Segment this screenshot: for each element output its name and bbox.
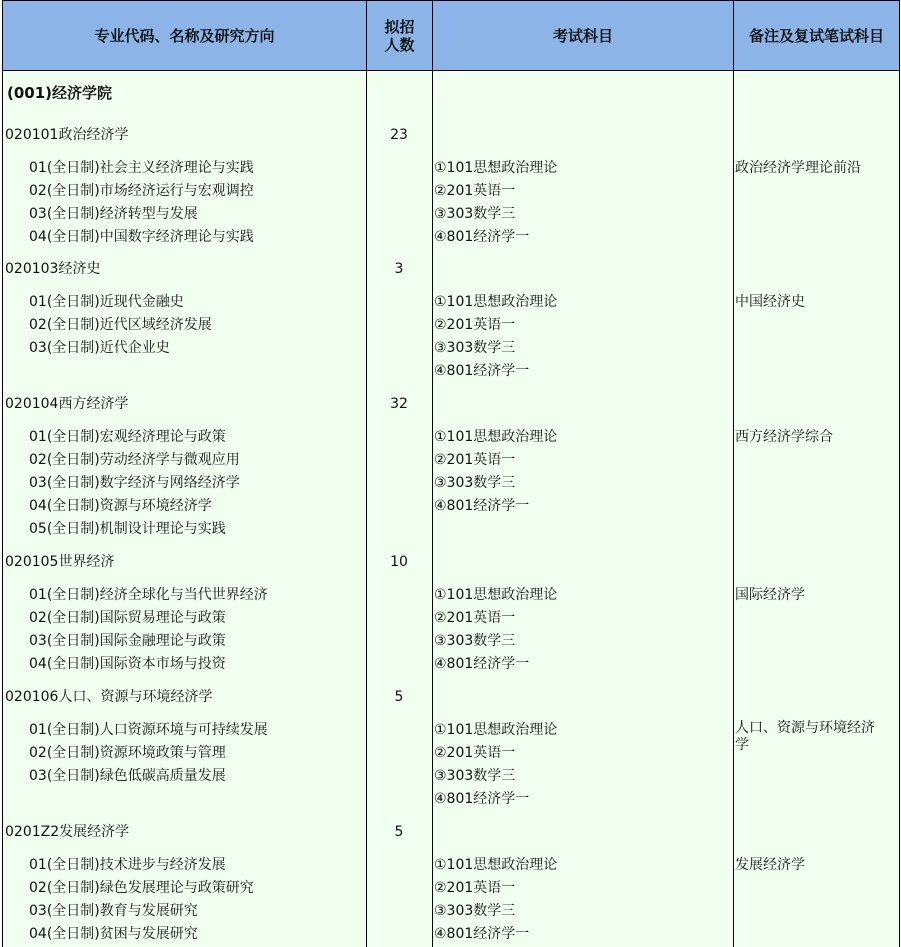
exam-item: ①101思想政治理论 xyxy=(434,160,558,176)
direction-item: 01(全日制)宏观经济理论与政策 xyxy=(29,429,226,445)
major-title: 020104西方经济学 xyxy=(5,396,129,412)
direction-item: 01(全日制)社会主义经济理论与实践 xyxy=(29,160,254,176)
exam-item: ③303数学三 xyxy=(434,903,516,919)
exam-item: ①101思想政治理论 xyxy=(434,294,558,310)
exam-item: ④801经济学一 xyxy=(434,926,530,942)
major-title: 020101政治经济学 xyxy=(5,127,129,143)
exam-item: ①101思想政治理论 xyxy=(434,587,558,603)
exam-item: ②201英语一 xyxy=(434,317,516,333)
exam-item: ③303数学三 xyxy=(434,768,516,784)
major-title: 020103经济史 xyxy=(5,261,101,277)
major-quota: 23 xyxy=(390,127,408,143)
major-quota: 10 xyxy=(390,554,408,570)
direction-item: 02(全日制)国际贸易理论与政策 xyxy=(29,610,226,626)
header-quota-line1: 拟招 xyxy=(384,18,415,36)
remark: 国际经济学 xyxy=(735,587,805,603)
remark: 发展经济学 xyxy=(735,857,805,873)
direction-item: 02(全日制)市场经济运行与宏观调控 xyxy=(29,183,254,199)
major-quota: 5 xyxy=(394,689,404,705)
remark: 政治经济学理论前沿 xyxy=(735,160,861,176)
exam-item: ④801经济学一 xyxy=(434,498,530,514)
exam-item: ③303数学三 xyxy=(434,475,516,491)
school-name: (001)经济学院 xyxy=(7,84,113,102)
exam-item: ④801经济学一 xyxy=(434,363,530,379)
major-quota: 5 xyxy=(394,824,404,840)
remark: 中国经济史 xyxy=(735,294,805,310)
major-title: 020106人口、资源与环境经济学 xyxy=(5,689,213,705)
direction-item: 01(全日制)近现代金融史 xyxy=(29,294,184,310)
exam-item: ③303数学三 xyxy=(434,633,516,649)
direction-item: 01(全日制)人口资源环境与可持续发展 xyxy=(29,722,268,738)
exam-item: ②201英语一 xyxy=(434,610,516,626)
remark: 西方经济学综合 xyxy=(735,429,833,445)
direction-item: 03(全日制)近代企业史 xyxy=(29,340,170,356)
direction-item: 03(全日制)绿色低碳高质量发展 xyxy=(29,768,226,784)
major-quota: 32 xyxy=(390,396,408,412)
direction-item: 04(全日制)贫困与发展研究 xyxy=(29,926,198,942)
exam-item: ④801经济学一 xyxy=(434,656,530,672)
direction-item: 01(全日制)经济全球化与当代世界经济 xyxy=(29,587,268,603)
exam-item: ②201英语一 xyxy=(434,745,516,761)
exam-item: ②201英语一 xyxy=(434,452,516,468)
direction-item: 03(全日制)教育与发展研究 xyxy=(29,903,198,919)
header-remarks: 备注及复试笔试科目 xyxy=(748,27,884,45)
direction-item: 04(全日制)资源与环境经济学 xyxy=(29,498,212,514)
exam-item: ④801经济学一 xyxy=(434,229,530,245)
major-title: 0201Z2发展经济学 xyxy=(5,824,130,840)
exam-item: ②201英语一 xyxy=(434,880,516,896)
direction-item: 02(全日制)资源环境政策与管理 xyxy=(29,745,226,761)
header-quota-line2: 人数 xyxy=(384,36,415,54)
header-major: 专业代码、名称及研究方向 xyxy=(94,27,275,45)
exam-item: ④801经济学一 xyxy=(434,791,530,807)
exam-item: ③303数学三 xyxy=(434,340,516,356)
major-quota: 3 xyxy=(394,261,404,277)
direction-item: 03(全日制)数字经济与网络经济学 xyxy=(29,475,240,491)
direction-item: 04(全日制)中国数字经济理论与实践 xyxy=(29,229,254,245)
exam-item: ①101思想政治理论 xyxy=(434,429,558,445)
enrollment-table xyxy=(2,0,900,947)
column-divider xyxy=(432,0,433,947)
direction-item: 02(全日制)绿色发展理论与政策研究 xyxy=(29,880,254,896)
remark-continued: 学 xyxy=(735,737,749,753)
direction-item: 02(全日制)近代区域经济发展 xyxy=(29,317,212,333)
direction-item: 01(全日制)技术进步与经济发展 xyxy=(29,857,226,873)
column-divider xyxy=(733,0,734,947)
direction-item: 04(全日制)国际资本市场与投资 xyxy=(29,656,226,672)
direction-item: 03(全日制)国际金融理论与政策 xyxy=(29,633,226,649)
table-header xyxy=(3,0,899,71)
direction-item: 03(全日制)经济转型与发展 xyxy=(29,206,198,222)
direction-item: 02(全日制)劳动经济学与微观应用 xyxy=(29,452,240,468)
exam-item: ①101思想政治理论 xyxy=(434,722,558,738)
exam-item: ③303数学三 xyxy=(434,206,516,222)
header-quota xyxy=(367,1,432,71)
exam-item: ②201英语一 xyxy=(434,183,516,199)
header-exams: 考试科目 xyxy=(552,27,613,45)
exam-item: ①101思想政治理论 xyxy=(434,857,558,873)
direction-item: 05(全日制)机制设计理论与实践 xyxy=(29,521,226,537)
remark: 人口、资源与环境经济 xyxy=(735,720,875,736)
major-title: 020105世界经济 xyxy=(5,554,115,570)
